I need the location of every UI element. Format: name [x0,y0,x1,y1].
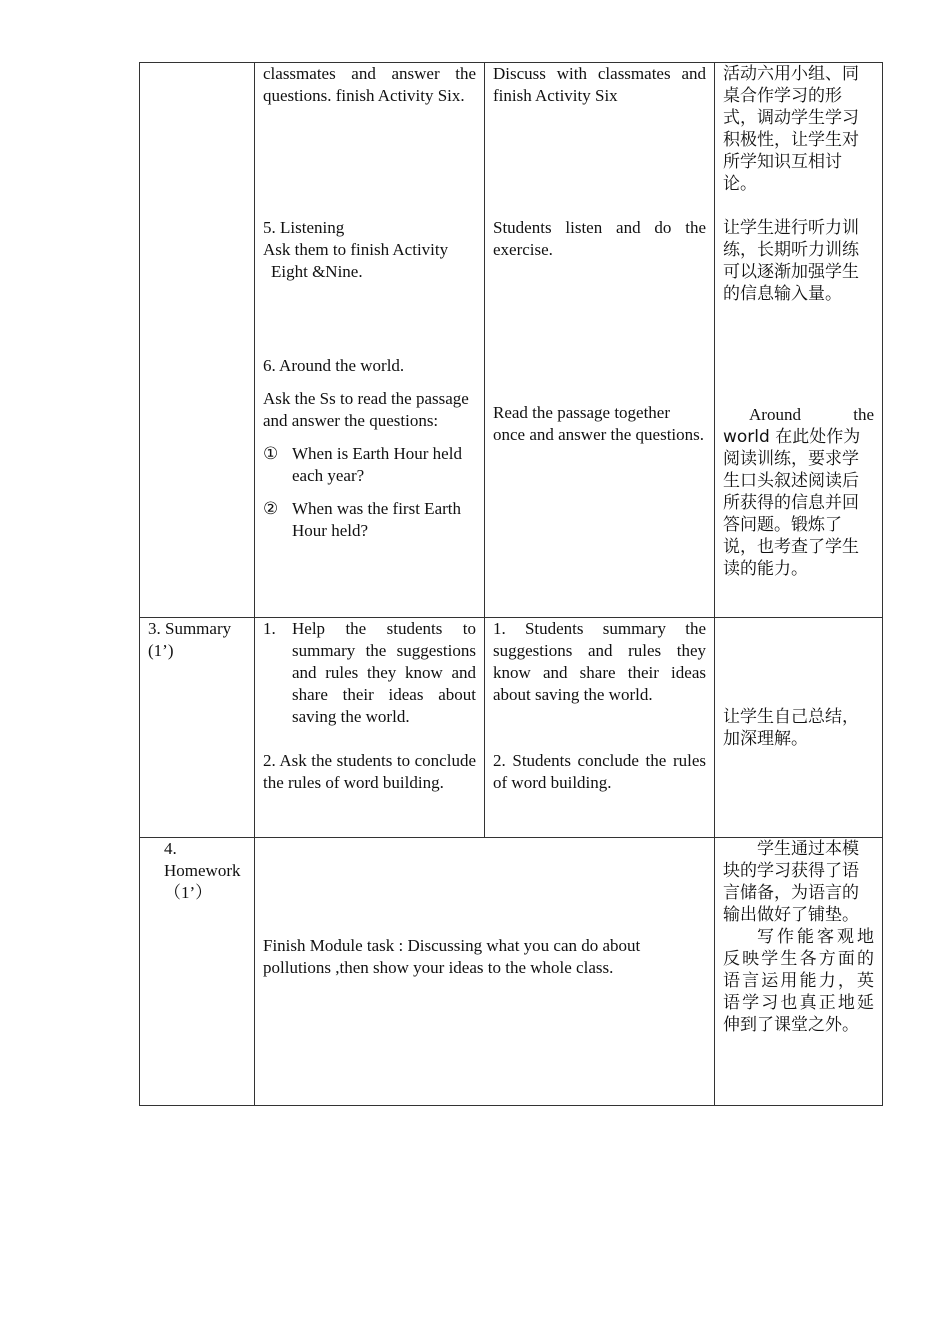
listen-text: Students listen and do the exercise. [493,218,706,259]
summary-teacher-item-2 [263,750,476,794]
item-text: Ask the students to conclude the rules of word building. [263,751,477,792]
table-row-activities [140,63,883,618]
item-marker: 2. [263,751,276,770]
homework-task-cell [255,838,715,1106]
list-item [263,618,476,728]
homework-purpose-2: 写作能客观地反映学生各方面的语言运用能力，英语学习也真正地延伸到了课堂之外。 [723,927,874,1035]
list-item [263,498,476,542]
read-text: Read the passage together once and answer the questions. [493,403,705,444]
listening-text-2: Eight &Nine. [271,262,363,281]
table-row-homework [140,838,883,1106]
homework-stage-number: 4. [164,839,177,858]
purpose-cell [715,838,883,1106]
item-marker: 1. [263,619,276,638]
student-activity-cell [485,63,715,618]
student-activity-cell [485,618,715,838]
summary-stage-title: 3. Summary [148,619,232,638]
table-row-summary [140,618,883,838]
around-title: 6. Around the world. [263,356,405,375]
item-text: Help the students to summary the suggestions and rules they know and share their ideas about saving the world. [292,619,476,726]
purpose-cell [715,618,883,838]
reading-purpose: world 在此处作为阅读训练，要求学生口头叙述阅读后所获得的信息并回答问题。锻炼了说，也考查了学生读的能力。 [723,427,861,579]
summary-teacher-list [263,618,476,728]
question-text: When is Earth Hour held each year? [292,444,462,485]
teacher-activity-cell [255,63,485,618]
group-purpose: 活动六用小组、同桌合作学习的形式，调动学生学习积极性，让学生对所学知识互相讨论。 [723,64,859,194]
lesson-plan-table [139,62,883,1106]
homework-stage-time: （1’） [164,883,213,902]
question-marker: ① [263,444,279,463]
list-item [263,443,476,487]
homework-task: Finish Module task : Discussing what you can do about pollutions ,then show your ideas to the whole class. [263,935,641,977]
summary-students-1: 1. Students summary the suggestions and rules they know and share their ideas about saving the world. [493,619,706,704]
stage-cell-summary [140,618,255,838]
homework-purpose-1: 学生通过本模块的学习获得了语言储备，为语言的输出做好了铺垫。 [723,839,859,925]
purpose-cell [715,63,883,618]
stage-cell-empty [140,63,255,618]
discuss-text: Discuss with classmates and finish Activity Six [493,64,706,105]
reading-purpose-en: Around the [749,405,874,424]
summary-purpose: 让学生自己总结，加深理解。 [723,706,859,749]
homework-stage-title: Homework [164,861,241,880]
stage-cell-homework [140,838,255,1106]
summary-stage-time: (1’) [148,641,174,660]
around-text: Ask the Ss to read the passage and answer the questions: [263,389,469,430]
listening-purpose: 让学生进行听力训练，长期听力训练可以逐渐加强学生的信息输入量。 [723,218,859,304]
question-text: When was the first Earth Hour held? [292,499,461,540]
listening-text-1: Ask them to finish Activity [263,240,449,259]
teacher-activity-cell [255,618,485,838]
activity-six-text: classmates and answer the questions. finish Activity Six. [263,64,476,105]
summary-students-2: 2. Students conclude the rules of word building. [493,751,706,792]
listening-title: 5. Listening [263,218,345,237]
question-marker: ② [263,499,279,518]
question-list [263,443,476,542]
